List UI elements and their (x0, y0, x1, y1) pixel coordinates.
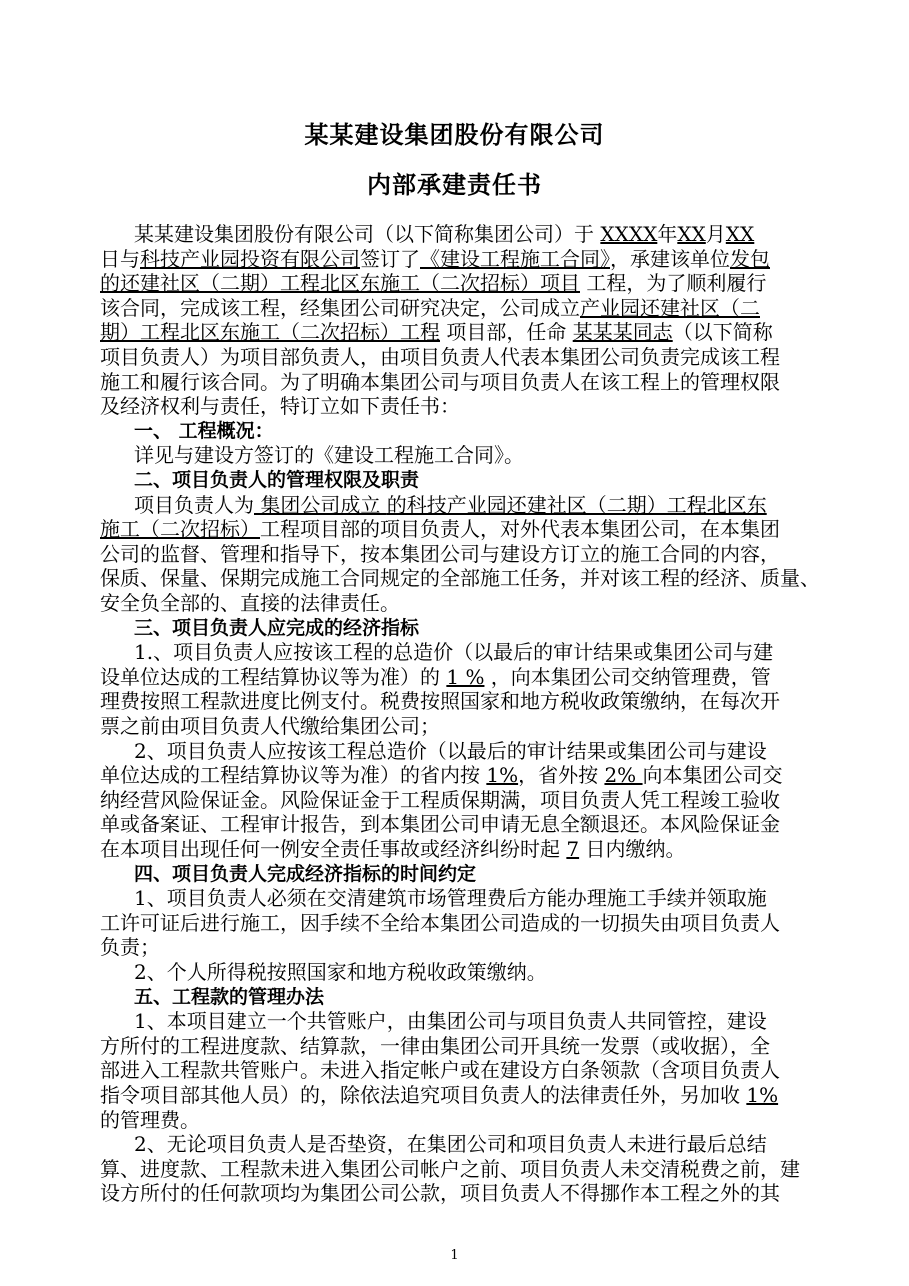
text-segment: ，向本集团公司交纳管理费，管 (484, 665, 771, 689)
text-segment: 2、个人所得税按照国家和地方税收政策缴纳。 (134, 960, 547, 984)
underlined-fill-in-text: 的科技产业园还建社区（二期）工程北区东 (386, 493, 767, 517)
page-number: 1 (450, 1248, 459, 1263)
body-text-line (100, 761, 820, 789)
body-text-line (100, 1179, 820, 1207)
body-text-line (134, 220, 820, 248)
text-segment: 工程项目部的项目负责人，对外代表本集团公司，在本集团 (260, 517, 780, 541)
body-text-line (134, 1130, 820, 1158)
text-segment: 1.、项目负责人应按该工程的总造价（以最后的审计结果或集团公司与建 (134, 640, 774, 664)
text-segment: 保质、保量、保期完成施工合同规定的全部施工任务，并对该工程的经济、质量、 (100, 566, 820, 590)
underlined-fill-in-text: XX (677, 222, 706, 246)
text-segment: ，承建该单位 (610, 247, 730, 271)
underlined-fill-in-text: 2% (604, 763, 643, 787)
body-text-line (100, 318, 820, 346)
text-segment: 设单位达成的工程结算协议等为准）的 (100, 665, 447, 689)
body-text-line (100, 269, 820, 297)
body-text-line (100, 1081, 820, 1109)
text-segment: 2、无论项目负责人是否垫资，在集团公司和项目负责人未进行最后总结 (134, 1132, 767, 1156)
text-segment: 单或备案证、工程审计报告，到本集团公司申请无息全额退还。本风险保证金 (100, 812, 780, 836)
text-segment: 日内缴纳。 (579, 837, 686, 861)
text-segment: 日与 (100, 247, 140, 271)
underlined-fill-in-text: XXXX (600, 222, 658, 246)
text-segment: （以下简称 (672, 320, 773, 344)
text-segment: 月 (705, 222, 726, 246)
text-segment: 该合同，完成该工程，经集团公司研究决定，公司成立 (100, 296, 580, 320)
body-text-line (100, 343, 820, 371)
document-title: 内部承建责任书 (367, 171, 542, 199)
text-segment: 安全负全部的、直接的法律责任。 (100, 591, 400, 615)
text-segment: 单位达成的工程结算协议等为准）的省内按 (100, 763, 487, 787)
text-segment: 公司的监督、管理和指导下，按本集团公司与建设方订立的施工合同的内容， (100, 542, 780, 566)
company-title: 某某建设集团股份有限公司 (304, 121, 605, 149)
text-segment: 工程，为了顺利履行 (580, 271, 767, 295)
text-segment: 项目部，任命 (440, 320, 573, 344)
text-segment: 及经济权利与责任，特订立如下责任书： (100, 394, 460, 418)
underlined-fill-in-text: 1% (746, 1083, 779, 1107)
text-segment: 在本项目出现任何一例安全责任事故或经济纠纷时起 (100, 837, 567, 861)
underlined-fill-in-text: 产业园还建社区（二 (580, 296, 760, 320)
text-segment: 二、项目负责人的管理权限及职责 (134, 469, 420, 491)
text-segment: 签订了 (360, 247, 420, 271)
underlined-fill-in-text: 集团公司成立 (254, 493, 387, 517)
underlined-fill-in-text: 发包 (730, 247, 770, 271)
text-segment: 负责； (100, 935, 160, 959)
underlined-fill-in-text: 7 (566, 837, 580, 861)
text-segment: 一、 工程概况： (134, 420, 274, 442)
body-text-line (134, 1007, 820, 1035)
underlined-fill-in-text: 某某某同志 (572, 320, 673, 344)
body-text-line (100, 515, 820, 543)
body-text-line (100, 1056, 820, 1084)
body-text-line (134, 958, 820, 986)
text-segment: 三、项目负责人应完成的经济指标 (134, 617, 420, 639)
text-segment: 票之前由项目负责人代缴给集团公司； (100, 714, 440, 738)
underlined-fill-in-text: 《建设工程施工合同》 (420, 247, 610, 271)
section-heading (134, 466, 820, 494)
underlined-fill-in-text: 1 % (446, 665, 485, 689)
body-text-line (134, 638, 820, 666)
text-segment: 详见与建设方签订的《建设工程施工合同》。 (134, 443, 524, 467)
text-segment: 1、项目负责人必须在交清建筑市场管理费后方能办理施工手续并领取施 (134, 886, 767, 910)
body-text-line (100, 712, 820, 740)
text-segment: 年 (657, 222, 678, 246)
body-text-line (134, 441, 820, 469)
underlined-fill-in-text: 期）工程北区东施工（二次招标）工程 (100, 320, 440, 344)
text-segment: 五、工程款的管理办法 (134, 986, 325, 1008)
text-segment: ，省外按 (518, 763, 605, 787)
text-segment: 指令项目部其他人员）的，除依法追究项目负责人的法律责任外，另加收 (100, 1083, 747, 1107)
body-text-line (100, 589, 820, 617)
text-segment: 理费按照工程款进度比例支付。税费按照国家和地方税收政策缴纳，在每次开 (100, 689, 780, 713)
body-text-line (100, 687, 820, 715)
text-segment: 1、本项目建立一个共管账户，由集团公司与项目负责人共同管控，建设 (134, 1009, 767, 1033)
text-segment: 部进入工程款共管账户。未进入指定帐户或在建设方白条领款（含项目负责人 (100, 1058, 780, 1082)
text-segment: 设方所付的任何款项均为集团公司公款，项目负责人不得挪作本工程之外的其 (100, 1181, 780, 1205)
body-text-line (100, 564, 820, 592)
text-segment: 某某建设集团股份有限公司（以下简称集团公司）于 (134, 222, 601, 246)
body-text-line (100, 933, 820, 961)
underlined-fill-in-text: 的还建社区（二期）工程北区东施工（二次招标）项目 (100, 271, 580, 295)
text-segment: 施工和履行该合同。为了明确本集团公司与项目负责人在该工程上的管理权限 (100, 370, 780, 394)
underlined-fill-in-text: 科技产业园投资有限公司 (140, 247, 360, 271)
text-segment: 方所付的工程进度款、结算款，一律由集团公司开具统一发票（或收据），全 (100, 1034, 770, 1058)
text-segment: 2、项目负责人应按该工程总造价（以最后的审计结果或集团公司与建设 (134, 739, 767, 763)
text-segment: 项目负责人为 (134, 493, 254, 517)
text-segment: 算、进度款、工程款未进入集团公司帐户之前、项目负责人未交清税费之前，建 (100, 1157, 800, 1181)
text-segment: 工许可证后进行施工，因手续不全给本集团公司造成的一切损失由项目负责人 (100, 911, 780, 935)
text-segment: 的管理费。 (100, 1108, 200, 1132)
text-segment: 纳经营风险保证金。风险保证金于工程质保期满，项目负责人凭工程竣工验收 (100, 788, 780, 812)
body-text-line (100, 810, 820, 838)
body-text-line (100, 835, 820, 863)
text-segment: 四、项目负责人完成经济指标的时间约定 (134, 863, 477, 885)
body-text-line (134, 884, 820, 912)
underlined-fill-in-text: 1% (486, 763, 519, 787)
text-segment: 向本集团公司交 (642, 763, 783, 787)
underlined-fill-in-text: 施工（二次招标） (100, 517, 260, 541)
underlined-fill-in-text: XX (725, 222, 755, 246)
body-text-line (100, 392, 820, 420)
text-segment: 项目负责人）为项目部负责人，由项目负责人代表本集团公司负责完成该工程 (100, 345, 780, 369)
